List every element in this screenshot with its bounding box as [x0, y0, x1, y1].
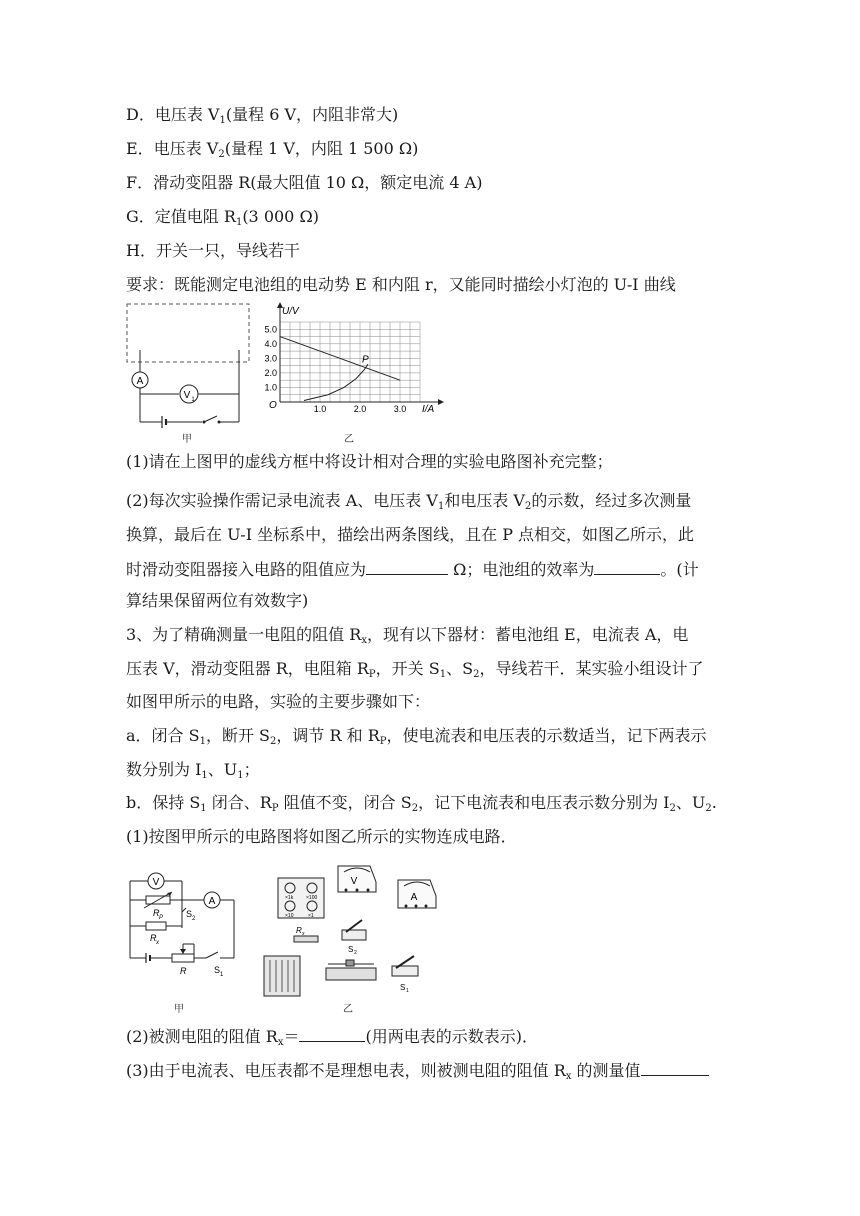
fig1-caption-yi: 乙	[344, 434, 354, 445]
svg-text:1: 1	[191, 397, 195, 403]
svg-text:S: S	[186, 909, 193, 919]
svg-text:A: A	[208, 896, 216, 907]
svg-text:×1k: ×1k	[285, 895, 294, 901]
x-tick-label: 2.0	[353, 404, 367, 414]
answer-blank-resistance[interactable]	[366, 557, 448, 575]
svg-text:P: P	[159, 915, 164, 921]
y-tick-label: 3.0	[264, 353, 277, 364]
svg-text:1: 1	[220, 972, 224, 978]
q2-line3: 时滑动变阻器接入电路的阻值应为 Ω；电池组的效率为 。(计	[126, 557, 699, 581]
fig2-caption-yi: 乙	[343, 1004, 353, 1015]
y-tick-label: 2.0	[264, 367, 277, 378]
origin-label: O	[269, 400, 277, 411]
svg-text:R: R	[150, 933, 157, 943]
svg-text:1: 1	[406, 988, 409, 994]
q2-line4: 算结果保留两位有效数字)	[126, 591, 309, 610]
figure-equipment-yi	[258, 860, 444, 1002]
y-tick-label: 4.0	[264, 338, 277, 349]
svg-text:R: R	[153, 908, 160, 918]
fig1-caption-jia: 甲	[182, 434, 192, 445]
svg-text:2: 2	[192, 916, 196, 922]
option-f: F．滑动变阻器 R(最大阻值 10 Ω，额定电流 4 A)	[126, 173, 483, 192]
option-h: H．开关一只，导线若干	[126, 241, 300, 260]
ui-chart	[256, 300, 456, 440]
fig2-caption-jia: 甲	[174, 1004, 184, 1015]
q2-line1: (2)每次实验操作需记录电流表 A、电压表 $V_1$和电压表 $V_2$的示数，经过多次测量	[126, 491, 692, 512]
answer-blank-rx[interactable]	[299, 1024, 365, 1042]
q2-line2: 换算，最后在 U-I 坐标系中，描绘出两条图线，且在 P 点相交，如图乙所示，此	[126, 525, 695, 544]
figure-circuit-jia	[124, 302, 254, 442]
ammeter-label: A	[136, 376, 144, 387]
svg-text:2: 2	[354, 950, 357, 956]
q1-text: (1)请在上图甲的虚线方框中将设计相对合理的实验电路图补充完整；	[126, 452, 613, 471]
y-axis-label: U/V	[282, 306, 299, 317]
p3-line1: 3、为了精确测量一电阻的阻值 $R_x$，现有以下器材：蓄电池组 E，电流表 A，电	[126, 625, 689, 646]
step-a-line1: a．闭合 $S_1$，断开 $S_2$，调节 R 和 $R_P$，使电流表和电压表的示数适当，记下两表示	[126, 726, 707, 747]
y-tick-label: 5.0	[264, 324, 277, 335]
step-b-line: b．保持 $S_1$ 闭合、$R_P$ 阻值不变，闭合 $S_2$，记下电流表和电压表示数分别为 $I_2$、$U_2$.	[126, 793, 717, 814]
svg-text:S: S	[348, 945, 354, 954]
svg-text:×1: ×1	[308, 913, 314, 919]
svg-text:x: x	[156, 940, 159, 946]
answer-blank-efficiency[interactable]	[594, 557, 660, 575]
voltmeter-label: V	[183, 390, 191, 401]
svg-text:V: V	[152, 877, 160, 888]
svg-text:R: R	[180, 966, 187, 976]
svg-text:V: V	[350, 876, 358, 887]
x-axis-arrow	[438, 399, 444, 405]
q3-2-text: (2)被测电阻的阻值 $R_x=$ (用两电表的示数表示)．	[126, 1024, 538, 1048]
answer-blank-measure[interactable]	[641, 1058, 709, 1076]
option-e: E．电压表 $V_2$(量程 1 V，内阻 1 500 Ω)	[126, 139, 419, 160]
q3-1-text: (1)按图甲所示的电路图将如图乙所示的实物连成电路．	[126, 827, 517, 846]
step-a-line2: 数分别为 $I_1$、$U_1$；	[126, 760, 260, 781]
x-tick-label: 1.0	[313, 404, 327, 414]
svg-text:×100: ×100	[306, 895, 318, 901]
figure-circuit-jia-2	[126, 868, 238, 980]
svg-text:x: x	[302, 931, 305, 937]
svg-text:S: S	[214, 965, 221, 975]
p3-line2: 压表 V，滑动变阻器 R，电阻箱 $R_P$，开关 $S_1$、$S_2$，导线若干．某实验小组设计了	[126, 659, 704, 680]
option-d: D．电压表 $V_1$(量程 6 V，内阻非常大)	[126, 105, 399, 126]
x-tick-label: 3.0	[393, 404, 407, 414]
svg-text:×10: ×10	[285, 913, 294, 919]
option-g: G．定值电阻 $R_1(3$ 000 Ω)	[126, 207, 319, 228]
svg-text:S: S	[400, 983, 406, 992]
svg-text:R: R	[296, 926, 302, 935]
lamp-curve	[304, 364, 368, 400]
point-p-label: P	[362, 354, 369, 366]
p3-line3: 如图甲所示的电路，实验的主要步骤如下：	[126, 692, 431, 711]
requirement-text: 要求：既能测定电池组的电动势 E 和内阻 r，又能同时描绘小灯泡的 U-I 曲线	[126, 275, 676, 294]
y-tick-label: 1.0	[264, 382, 277, 393]
svg-text:A: A	[410, 892, 418, 903]
x-axis-label: I/A	[422, 404, 435, 415]
q3-3-text: (3)由于电流表、电压表都不是理想电表，则被测电阻的阻值 $R_x$ 的测量值	[126, 1058, 709, 1082]
